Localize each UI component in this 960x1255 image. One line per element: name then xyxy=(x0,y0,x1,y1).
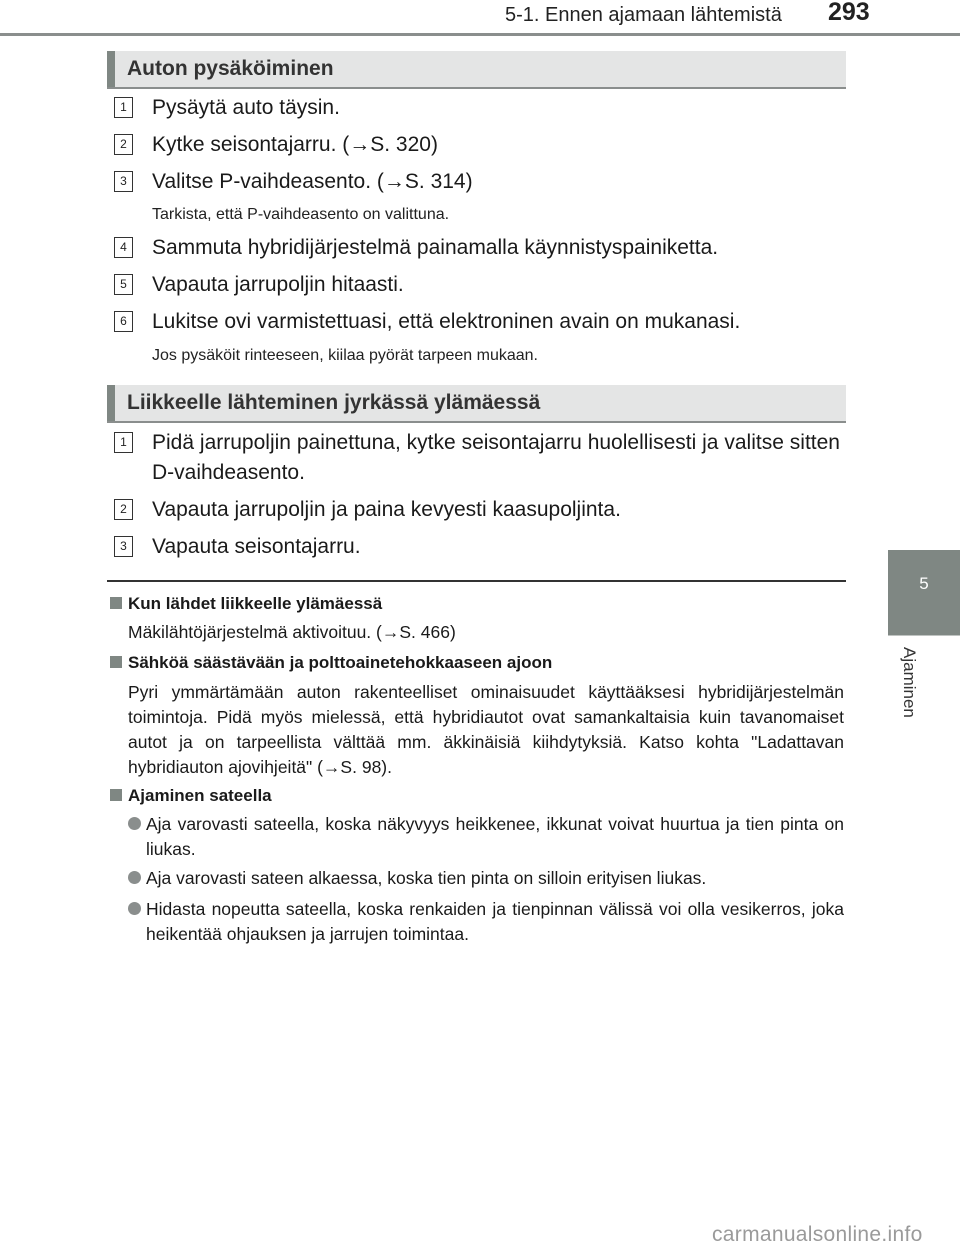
info-text: Mäkilähtöjärjestelmä aktivoituu. (→S. 466) xyxy=(128,622,456,642)
chapter-tab-number: 5 xyxy=(919,574,929,593)
step-text: Vapauta jarrupoljin hitaasti. xyxy=(152,273,404,296)
step-note: Tarkista, että P-vaihdeasento on valittuna. xyxy=(152,206,450,223)
step-text: Pidä jarrupoljin painettuna, kytke seisontajarru huolellisesti ja valitse sitten D-vaihdeasento. xyxy=(152,431,840,484)
square-bullet-icon xyxy=(110,597,122,609)
step-6 xyxy=(114,307,844,337)
step-4 xyxy=(114,233,844,263)
bullet-item xyxy=(128,897,844,947)
step-text: Lukitse ovi varmistettuasi, että elektroninen avain on mukanasi. xyxy=(152,310,741,333)
section-accent xyxy=(107,385,115,421)
step-number-box: 6 xyxy=(114,311,133,332)
section-title: Auton pysäköiminen xyxy=(127,57,334,80)
watermark: carmanualsonline.info xyxy=(712,1223,923,1246)
step-1 xyxy=(114,428,844,488)
info-heading xyxy=(110,786,272,806)
step-text: Vapauta seisontajarru. xyxy=(152,535,361,558)
step-note: Jos pysäköit rinteeseen, kiilaa pyörät tarpeen mukaan. xyxy=(152,347,538,364)
info-text: Pyri ymmärtämään auton rakenteelliset ominaisuudet käyttääksesi hybridijärjestelmän toimintoja. Pidä myös mielessä, että hybridiautot ovat samankaltaisia kuin tavanomaiset autot ja on tarpeellista välttää mm. äkkinäisiä kiihdytyksiä. Katso kohta "Ladattavan hybridiauton ajovihjeitä" (→S. 98). xyxy=(128,682,844,777)
section-underline xyxy=(107,421,846,423)
step-2 xyxy=(114,130,844,160)
info-heading xyxy=(110,653,552,673)
bullet-dot-icon xyxy=(128,902,141,915)
step-number-box: 1 xyxy=(114,432,133,453)
page-number: 293 xyxy=(828,0,870,26)
chapter-tab-rule xyxy=(888,635,960,636)
step-1 xyxy=(114,93,844,123)
chapter-title: 5-1. Ennen ajamaan lähtemistä xyxy=(505,4,782,26)
step-number-box: 2 xyxy=(114,134,133,155)
step-text: Kytke seisontajarru. (→S. 320) xyxy=(152,133,438,156)
step-number-box: 3 xyxy=(114,171,133,192)
bullet-item xyxy=(128,812,844,862)
step-2 xyxy=(114,495,844,525)
step-number-box: 4 xyxy=(114,237,133,258)
step-number-box: 2 xyxy=(114,499,133,520)
step-3 xyxy=(114,532,844,562)
step-text: Vapauta jarrupoljin ja paina kevyesti kaasupoljinta. xyxy=(152,498,621,521)
chapter-tab xyxy=(888,550,960,635)
info-divider xyxy=(107,580,846,582)
info-heading-text: Kun lähdet liikkeelle ylämäessä xyxy=(128,594,383,613)
info-heading xyxy=(110,594,382,614)
square-bullet-icon xyxy=(110,789,122,801)
step-3 xyxy=(114,167,844,197)
step-number-box: 1 xyxy=(114,97,133,118)
bullet-item xyxy=(128,866,844,891)
section-header-hill-start xyxy=(107,385,846,421)
info-heading-text: Ajaminen sateella xyxy=(128,786,272,805)
bullet-dot-icon xyxy=(128,871,141,884)
chapter-tab-label: Ajaminen xyxy=(900,647,919,718)
step-text: Sammuta hybridijärjestelmä painamalla käynnistyspainiketta. xyxy=(152,236,719,259)
bullet-dot-icon xyxy=(128,817,141,830)
step-5 xyxy=(114,270,844,300)
step-text: Valitse P-vaihdeasento. (→S. 314) xyxy=(152,170,473,193)
step-text: Pysäytä auto täysin. xyxy=(152,96,340,119)
header-divider xyxy=(0,33,960,36)
bullet-text: Hidasta nopeutta sateella, koska renkaiden ja tienpinnan välissä voi olla vesikerros, joka heikentää ohjauksen ja jarrujen toimintaa. xyxy=(146,899,844,944)
section-title: Liikkeelle lähteminen jyrkässä ylämäessä xyxy=(127,391,541,414)
step-number-box: 5 xyxy=(114,274,133,295)
info-heading-text: Sähköä säästävään ja polttoainetehokkaaseen ajoon xyxy=(128,653,553,672)
bullet-text: Aja varovasti sateella, koska näkyvyys heikkenee, ikkunat voivat huurtua ja tien pinta on liukas. xyxy=(146,814,844,859)
section-underline xyxy=(107,87,846,89)
square-bullet-icon xyxy=(110,656,122,668)
bullet-text: Aja varovasti sateen alkaessa, koska tien pinta on silloin erityisen liukas. xyxy=(146,868,707,888)
section-accent xyxy=(107,51,115,87)
section-header-parking xyxy=(107,51,846,87)
step-number-box: 3 xyxy=(114,536,133,557)
